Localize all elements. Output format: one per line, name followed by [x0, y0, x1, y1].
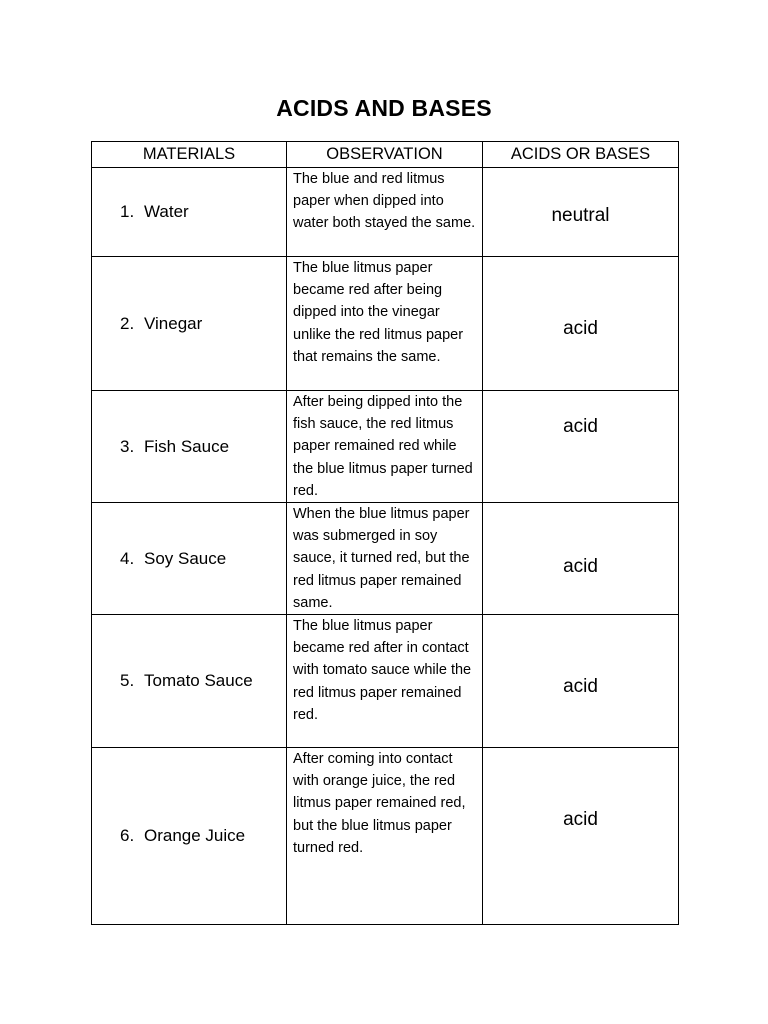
observation-cell: After being dipped into the fish sauce, the red litmus paper remained red while the blue litmus paper turned red. [287, 391, 483, 503]
material-cell [92, 168, 287, 257]
material-cell [92, 748, 287, 925]
material-cell [92, 257, 287, 391]
observation-cell: The blue litmus paper became red after in contact with tomato sauce while the red litmus paper remained red. [287, 615, 483, 748]
table-header-row [92, 142, 679, 168]
table-row [92, 503, 679, 615]
row-number: 5. [120, 671, 135, 691]
header-acids-or-bases: ACIDS OR BASES [483, 142, 679, 168]
result-cell [483, 391, 679, 503]
table-row [92, 257, 679, 391]
results-table [91, 141, 679, 925]
result-value: acid [563, 317, 598, 339]
material-name: Vinegar [144, 313, 203, 333]
observation-cell: The blue litmus paper became red after being dipped into the vinegar unlike the red litmus paper that remains the same. [287, 257, 483, 391]
table-row [92, 391, 679, 503]
material-cell [92, 503, 287, 615]
result-cell [483, 615, 679, 748]
result-cell [483, 503, 679, 615]
row-number: 3. [120, 436, 135, 456]
table-row [92, 748, 679, 925]
result-value: acid [563, 809, 598, 831]
row-number: 1. [120, 202, 135, 221]
result-cell [483, 257, 679, 391]
material-cell [92, 391, 287, 503]
row-number: 2. [120, 313, 135, 333]
material-name: Tomato Sauce [144, 671, 253, 691]
material-cell [92, 615, 287, 748]
page-title: ACIDS AND BASES [276, 95, 492, 121]
material-name: Orange Juice [144, 826, 246, 846]
result-value: acid [563, 555, 598, 577]
result-value: acid [563, 676, 598, 698]
material-name: Fish Sauce [144, 436, 230, 456]
table-row [92, 615, 679, 748]
observation-cell: The blue and red litmus paper when dipped into water both stayed the same. [287, 168, 483, 257]
observation-cell: When the blue litmus paper was submerged in soy sauce, it turned red, but the red litmus paper remained same. [287, 503, 483, 615]
header-materials: MATERIALS [92, 142, 287, 168]
material-name: Soy Sauce [144, 548, 227, 568]
row-number: 6. [120, 826, 135, 846]
result-value: acid [563, 415, 598, 437]
header-observation: OBSERVATION [287, 142, 483, 168]
observation-cell: After coming into contact with orange juice, the red litmus paper remained red, but the blue litmus paper turned red. [287, 748, 483, 925]
row-number: 4. [120, 548, 135, 568]
result-value: neutral [551, 205, 610, 226]
result-cell [483, 748, 679, 925]
table-row [92, 168, 679, 257]
result-cell [483, 168, 679, 257]
material-name: Water [144, 202, 189, 221]
